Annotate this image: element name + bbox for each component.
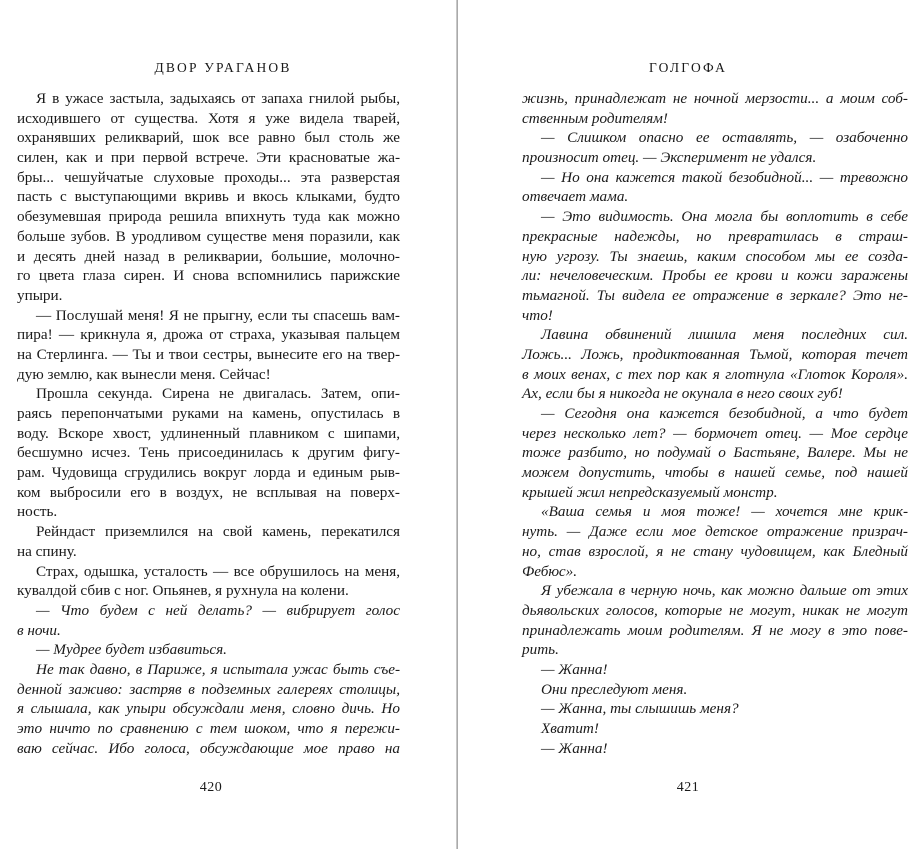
left-page (0, 0, 456, 849)
text-line: ком выбросили его в воздух, не всплывая на поверх- (17, 483, 400, 501)
text-line: упыри. (17, 286, 63, 304)
text-line: ваю сейчас. Ибо голоса, обсуждающие мое право на (17, 739, 400, 757)
text-line: рить. (522, 641, 559, 659)
page-number-left: 420 (199, 780, 223, 795)
left-page-text (17, 89, 400, 758)
text-line: — Жанна, ты слышишь меня? (541, 700, 739, 718)
text-line: охранявших реликварий, шок все равно был столь же (17, 129, 400, 147)
text-line: бры... чешуйчатые слуховые проходы... эта разверстая (17, 168, 400, 186)
text-line: на Стерлинга. — Ты и твои сестры, вынесите его на твер- (17, 345, 400, 363)
text-line: жизнь, принадлежат не ночной мерзости... а моим соб- (522, 90, 908, 107)
text-line: в ночи. (17, 621, 61, 639)
text-line: рам. Чудовища сгрудились вокруг лорда и единым рыв- (17, 464, 400, 482)
text-line: — Послушай меня! Я не прыгну, если ты спасешь вам- (36, 306, 400, 324)
right-page (458, 0, 914, 849)
text-line: ную угрозу. Ты знаешь, каким способом мы ее созда- (522, 247, 908, 265)
text-line: прекрасные надежды, но превратилась в страш- (522, 227, 908, 245)
text-line: крышей жил непредсказуемый монстр. (522, 483, 778, 501)
text-line: на спину. (17, 542, 77, 560)
right-page-text (522, 89, 908, 758)
text-line: Ах, если бы я никогда не окунала в него своих губ! (522, 385, 843, 403)
text-line: Не так давно, в Париже, я испытала ужас быть съе- (36, 660, 400, 678)
text-line: — Что будем с ней делать? — вибрирует голос (36, 601, 400, 619)
text-line: пасть с выступающими вкривь и вкось клыками, будто (17, 188, 400, 206)
text-line: тьмагной. Ты видела ее отражение в зеркале? Это не- (522, 286, 908, 304)
text-line: но, став взрослой, я не стану чудовищем, как Бледный (522, 542, 908, 560)
text-line: дьявольских голосов, которые не могут, никак не могут (522, 601, 908, 619)
text-line: что! (522, 306, 553, 324)
text-line: исходившего от существа. Хотя я уже видела тварей, (17, 109, 400, 127)
text-line: ли: нечеловеческим. Пробы ее крови и кожи заражены (522, 267, 908, 285)
text-line: Я в ужасе застыла, задыхаясь от запаха гнилой рыбы, (36, 90, 400, 107)
text-line: Страх, одышка, усталость — все обрушилось на меня, (36, 562, 400, 580)
text-line: го цвета глаза сирен. И снова вспомнились парижские (17, 267, 400, 285)
text-line: — Жанна! (541, 660, 608, 678)
text-line: бесшумно исчез. Тень присоединилась к другим фигу- (17, 444, 400, 462)
text-line: обезумевшая природа решила впихнуть туда как можно (17, 208, 400, 226)
text-line: это ничто по сравнению с тем шоком, что я пережи- (17, 720, 400, 737)
text-line: пира! — крикнула я, дрожа от страха, указывая пальцем (17, 326, 400, 344)
text-line: «Ваша семья и моя тоже! — хочется мне крик- (541, 503, 908, 521)
text-line: Прошла секунда. Сирена не двигалась. Затем, опи- (36, 385, 400, 403)
text-line: денной заживо: застряв в подземных галереях столицы, (17, 680, 400, 698)
text-line: тоже разбито, но подумай о Бастьяне, Валере. Мы не (522, 444, 908, 462)
text-line: — Это видимость. Она могла бы воплотить в себе (541, 208, 908, 226)
text-line: ность. (17, 503, 58, 521)
text-line: ственным родителям! (522, 109, 668, 127)
text-line: я слышала, как упыри обсуждали меня, словно дичь. Но (17, 700, 400, 718)
text-line: — Жанна! (541, 739, 608, 757)
text-line: и десять дней назад в реликварии, большие, молочно- (17, 247, 400, 265)
text-line: в моих венах, с тех пор как я глотнула «Глоток Короля». (522, 365, 908, 383)
text-line: больше зубов. В уродливом существе меня поразили, как (17, 227, 400, 245)
text-line: силен, как и при первой встрече. Эти красноватые жа- (17, 149, 400, 167)
text-line: Они преследуют меня. (541, 680, 688, 698)
text-line: отвечает мама. (522, 188, 629, 206)
text-line: воду. Вскоре хвост, удлиненный плавником с шипами, (17, 424, 400, 442)
text-line: можем допустить, чтобы в нашей семье, под нашей (522, 464, 908, 482)
page-number-right: 421 (676, 780, 700, 795)
text-line: — Но она кажется такой безобидной... — тревожно (541, 168, 908, 186)
text-line: через несколько лет? — бормочет отец. — Мое сердце (522, 424, 908, 442)
text-line: — Сегодня она кажется безобидной, а что будет (541, 405, 908, 422)
text-line: Рейндаст приземлился на свой камень, перекатился (36, 523, 400, 541)
text-line: кувалдой сбив с ног. Опьянев, я рухнула на колени. (17, 582, 349, 600)
text-line: дую землю, как вынесли меня. Сейчас! (17, 365, 271, 383)
text-line: Хватит! (541, 720, 599, 737)
text-line: — Слишком опасно ее оставлять, — озабоченно (541, 129, 908, 147)
text-line: — Мудрее будет избавиться. (36, 641, 227, 659)
running-head-right: ГОЛГОФА (648, 60, 728, 75)
text-line: произносит отец. — Эксперимент не удался. (522, 149, 817, 167)
text-line: Ложь... Ложь, продиктованная Тьмой, которая течет (522, 345, 908, 363)
text-line: Лавина обвинений лишила меня последних сил. (541, 326, 908, 344)
text-line: нуть. — Даже если мое детское отражение призрач- (522, 523, 908, 541)
text-line: Фебюс». (522, 562, 578, 580)
text-line: раясь перепончатыми руками на камень, опустилась в (17, 405, 400, 422)
text-line: Я убежала в черную ночь, как можно дальше от этих (541, 582, 908, 600)
text-line: принадлежать моим родителям. Я не могу в это пове- (522, 621, 908, 639)
running-head-left: ДВОР УРАГАНОВ (154, 60, 292, 75)
